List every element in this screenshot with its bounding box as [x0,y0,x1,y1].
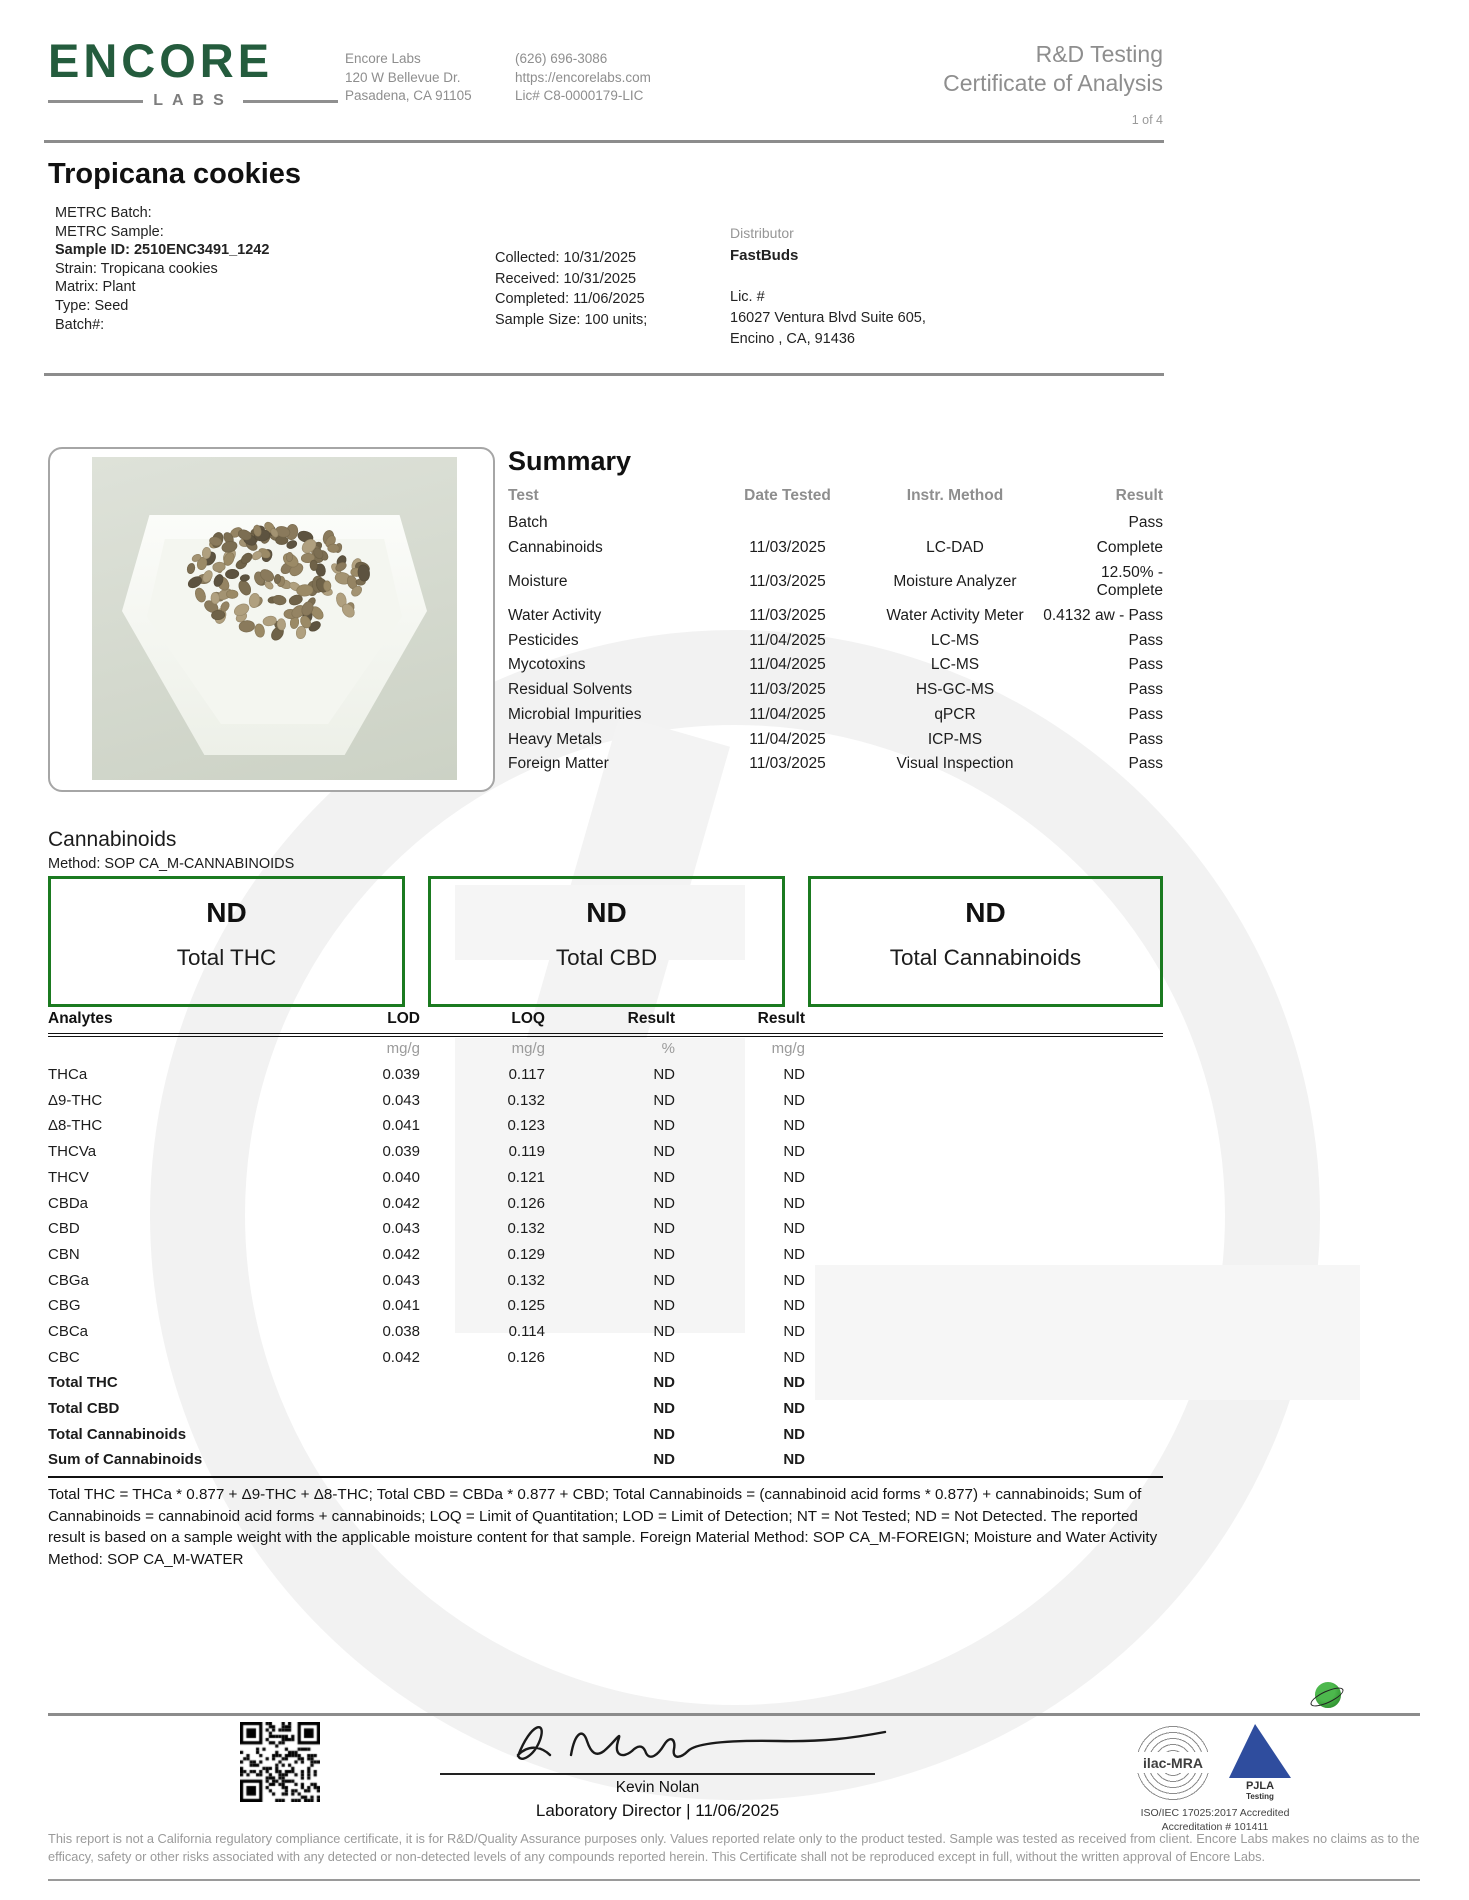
summary-row [508,653,1163,678]
analyte-row [48,1165,1163,1191]
unit-cell: mg/g [771,1040,805,1057]
analyte-row [48,1294,1163,1320]
analyte-cell [805,1371,1163,1397]
analyte-row [48,1217,1163,1243]
analyte-cell: ND [783,1066,805,1084]
signer-role: Laboratory Director | 11/06/2025 [535,1801,780,1820]
analyte-cell [805,1165,1163,1191]
analyte-cell [805,1294,1163,1320]
analyte-cell: ND [653,1143,675,1161]
unit-cell: % [661,1040,675,1057]
analyte-cell: ND [653,1245,675,1263]
analyte-cell: ND [783,1220,805,1238]
accreditation-block [1085,1724,1345,1833]
analyte-cell: 0.117 [508,1066,545,1084]
analyte-cell: ND [783,1117,805,1135]
analyte-cell [328,1371,420,1397]
report-title: Certificate of Analysis [943,70,1163,96]
summary-col-test: Test [508,487,539,504]
total-thc-value: ND [206,897,247,928]
total-cbd-box [428,876,785,1007]
sample-photo-card [48,447,495,792]
accreditation-number: Accreditation # 101411 [1161,1821,1269,1833]
summary-cell: Pass [1128,656,1163,674]
summary-cell: Pass [1128,631,1163,649]
analyte-cell: 0.132 [507,1091,545,1109]
distributor-license: Lic. # [730,289,765,306]
analyte-cell: ND [783,1400,805,1418]
summary-row [508,752,1163,777]
analyte-cell [805,1345,1163,1371]
total-cbd-label: Total CBD [555,945,658,970]
page-indicator: 1 of 4 [1131,113,1163,127]
analyte-cell: Total Cannabinoids [48,1425,187,1443]
col-loq: LOQ [420,1010,545,1035]
analyte-row [48,1191,1163,1217]
analyte-cell: ND [783,1297,805,1315]
unit-cell: mg/g [511,1040,545,1057]
summary-cell: Pass [1128,730,1163,748]
analyte-row [48,1088,1163,1114]
summary-cell [700,511,875,536]
lab-contact-block [515,50,651,106]
distributor-label: Distributor [730,225,794,241]
analyte-cell: 0.126 [507,1348,545,1366]
summary-cell: Water Activity Meter [886,606,1024,624]
signer-name: Kevin Nolan [615,1779,700,1796]
analyte-cell: Δ8-THC [48,1117,103,1135]
analyte-cell: ND [653,1066,675,1084]
analyte-cell: 0.042 [382,1194,420,1212]
summary-row [508,561,1163,604]
analyte-row [48,1319,1163,1345]
analyte-cell [805,1396,1163,1422]
analyte-cell: ND [653,1194,675,1212]
summary-cell: 11/03/2025 [749,572,826,590]
received-date: Received: 10/31/2025 [495,270,637,287]
analyte-cell [328,1448,420,1477]
analyte-cell: ND [783,1143,805,1161]
analyte-cell: ND [783,1374,805,1392]
metrc-batch: METRC Batch: [55,205,152,221]
seed [271,594,287,607]
summary-cell: 11/04/2025 [749,656,826,674]
summary-cell: 11/03/2025 [749,606,826,624]
analytes-header-row [48,1010,1163,1035]
analyte-cell: CBD [48,1220,80,1238]
analyte-cell: ND [653,1271,675,1289]
summary-cell [875,511,1035,536]
analyte-row [48,1140,1163,1166]
analyte-cell: THCV [48,1168,89,1186]
cannabinoids-section-title: Cannabinoids [48,828,177,851]
total-thc-box [48,876,405,1007]
report-title-block [943,40,1163,135]
analyte-cell: 0.040 [382,1168,420,1186]
sample-type: Type: Seed [55,297,129,314]
ilac-mra-label: ilac-MRA [1129,1752,1217,1773]
sample-title: Tropicana cookies [48,158,302,190]
col-lod: LOD [328,1010,420,1035]
summary-col-method: Instr. Method [906,487,1004,504]
analyte-cell: CBDa [48,1194,89,1212]
analyte-cell: 0.042 [382,1245,420,1263]
sample-dates-block [495,248,647,330]
analyte-cell: 0.121 [507,1168,545,1186]
analyte-cell: ND [545,1448,675,1477]
summary-cell: 11/03/2025 [749,681,826,699]
analyte-cell: ND [783,1271,805,1289]
summary-cell: 11/04/2025 [749,631,826,649]
analyte-row [48,1422,1163,1448]
batch-number: Batch#: [55,316,105,333]
summary-cell: 11/03/2025 [749,755,826,773]
logo-rule-right [243,100,338,103]
lab-address-block [345,50,472,106]
collected-date: Collected: 10/31/2025 [495,250,637,266]
cannabinoids-footnote: Total THC = THCa * 0.877 + Δ9-THC + Δ8-THC; Total CBD = CBDa * 0.877 + CBD; Total Cannabinoids = (cannabinoid acid forms * 0.877) + cannabinoids; Sum of Cannabinoids = cannabinoid acid forms + cannabinoids; LOQ = Limit of Quantitation; LOD = Limit of Detection; NT = Not Tested; ND = Not Detected. The reported result is based on a sample weight with the applicable moisture content for that sample. Foreign Material Method: SOP CA_M-FOREIGN; Moisture and Water Activity Method: SOP CA_M-WATER [48,1486,1158,1568]
seed [340,602,358,620]
matrix: Matrix: Plant [55,279,136,296]
signature-block [420,1714,895,1821]
lab-website: https://encorelabs.com [515,69,651,85]
signature-image [423,1714,893,1766]
analyte-cell [805,1268,1163,1294]
analyte-cell [805,1448,1163,1477]
analyte-cell: 0.114 [508,1322,545,1340]
analyte-cell: ND [653,1348,675,1366]
completed-date: Completed: 11/06/2025 [495,291,645,308]
analyte-cell: THCa [48,1066,88,1084]
analyte-row [48,1268,1163,1294]
col-result-pct: Result [545,1010,675,1035]
analyte-cell [805,1114,1163,1140]
pjla-atom-icon [1313,1680,1343,1710]
total-cannabinoids-box [808,876,1163,1007]
summary-cell: Pass [1128,705,1163,723]
strain: Strain: Tropicana cookies [55,260,218,277]
signature-line [440,1773,875,1775]
distributor-address2: Encino , CA, 91436 [730,331,855,348]
summary-header-row [508,487,1163,511]
seed [211,591,220,604]
seed [226,590,238,599]
analyte-cell: 0.041 [382,1117,420,1135]
summary-row [508,678,1163,703]
seed [254,623,266,638]
analyte-row [48,1396,1163,1422]
seed-cluster [92,457,457,780]
summary-cell: 0.4132 aw - Pass [1043,606,1163,624]
analyte-cell [805,1422,1163,1448]
analyte-cell: 0.043 [382,1220,420,1238]
seed [248,592,261,608]
summary-table [508,487,1163,777]
summary-cell: Foreign Matter [508,755,609,773]
seed [310,559,318,570]
analyte-cell: ND [783,1245,805,1263]
analyte-cell: Δ9-THC [48,1091,103,1109]
summary-row [508,702,1163,727]
cannabinoid-highlights [48,876,1163,1007]
metrc-sample: METRC Sample: [55,223,164,240]
col-filler [805,1010,1163,1035]
summary-cell: Microbial Impurities [508,705,642,723]
col-analytes: Analytes [48,1010,328,1035]
summary-cell: Pass [1128,755,1163,773]
analyte-cell: CBGa [48,1271,89,1289]
summary-cell: HS-GC-MS [915,681,995,699]
seed [186,562,196,575]
analyte-cell [805,1242,1163,1268]
summary-cell: 12.50% - Complete [1096,563,1163,599]
total-thc-label: Total THC [176,945,277,970]
analyte-cell [805,1063,1163,1089]
summary-col-result: Result [1115,487,1163,504]
analyte-row [48,1242,1163,1268]
analyte-cell [420,1448,545,1477]
summary-cell: 11/03/2025 [749,539,826,557]
summary-row [508,727,1163,752]
summary-cell: Heavy Metals [508,730,602,748]
analyte-cell [420,1396,545,1422]
section-divider [44,373,1164,376]
analyte-cell: ND [675,1448,805,1477]
summary-title: Summary [508,446,632,476]
summary-cell: qPCR [934,705,976,723]
analyte-cell: ND [653,1117,675,1135]
analyte-cell: 0.125 [507,1297,545,1315]
analyte-cell: ND [783,1348,805,1366]
analyte-cell: ND [783,1194,805,1212]
footer-disclaimer: This report is not a California regulatory compliance certificate, it is for R&D/Quality Assurance purposes only. Values reported relate only to the product tested. Sample was tested as received from client. Encore Labs makes no claims as to the efficacy, safety or other risks associated with any detected or non-detected levels of any compounds reported herein. This Certificate shall not be reproduced except in full, without the written approval of Encore Labs. [48,1831,1420,1864]
ilac-mra-logo [1135,1725,1211,1801]
total-cannabinoids-label: Total Cannabinoids [889,945,1082,970]
analytes-table-body [48,1035,1163,1477]
analyte-cell: CBG [48,1297,81,1315]
analyte-cell: Sum of Cannabinoids [48,1448,328,1477]
col-result-mgg: Result [675,1010,805,1035]
summary-row [508,511,1163,536]
analyte-cell [805,1217,1163,1243]
analyte-row [48,1448,1163,1477]
summary-cell: Cannabinoids [508,539,603,557]
logo-wordmark: ENCORE [48,34,274,87]
sample-id: Sample ID: 2510ENC3491_1242 [55,242,270,259]
analyte-cell: 0.132 [507,1271,545,1289]
analyte-cell [805,1319,1163,1345]
analyte-cell: ND [783,1322,805,1340]
analyte-cell: CBCa [48,1322,89,1340]
cannabinoids-method: Method: SOP CA_M-CANNABINOIDS [48,856,295,872]
analyte-cell: ND [783,1091,805,1109]
summary-cell: LC-DAD [926,539,984,557]
summary-cell: Moisture Analyzer [893,572,1017,590]
summary-cell: Complete [1096,539,1163,557]
summary-cell: 11/04/2025 [749,730,826,748]
analyte-cell: 0.123 [507,1117,545,1135]
logo-rule-left [48,100,143,103]
analyte-cell: Total CBD [48,1400,120,1418]
analyte-cell: ND [653,1322,675,1340]
summary-row [508,603,1163,628]
summary-cell: Pass [1128,681,1163,699]
analyte-cell: 0.043 [382,1091,420,1109]
summary-cell: ICP-MS [927,730,983,748]
logo-sub-label: LABS [153,92,233,109]
pjla-sub-label: Testing [1246,1792,1274,1801]
unit-cell [48,1035,328,1063]
summary-cell: Residual Solvents [508,681,633,699]
analyte-cell: 0.041 [382,1297,420,1315]
distributor-block [730,224,926,350]
summary-cell: LC-MS [930,631,980,649]
analyte-cell: 0.119 [508,1143,545,1161]
summary-cell: Batch [508,514,548,532]
summary-row [508,628,1163,653]
analyte-cell: THCVa [48,1143,97,1161]
lab-phone: (626) 696-3086 [515,51,608,66]
analyte-row [48,1345,1163,1371]
analyte-cell: 0.126 [507,1194,545,1212]
analyte-cell: ND [653,1400,675,1418]
analytes-table [48,1010,1163,1478]
analyte-cell: 0.132 [507,1220,545,1238]
analyte-cell: 0.042 [382,1348,420,1366]
report-type: R&D Testing [1035,41,1163,67]
units-row [48,1035,1163,1063]
analyte-cell: ND [783,1425,805,1443]
analyte-cell [328,1422,420,1448]
total-cbd-value: ND [586,897,627,928]
analyte-cell: 0.039 [382,1066,420,1084]
header-divider [44,140,1164,143]
analyte-cell: ND [653,1425,675,1443]
analyte-row [48,1371,1163,1397]
analyte-cell: 0.129 [507,1245,545,1263]
sample-size: Sample Size: 100 units; [495,311,648,328]
lab-license: Lic# C8-0000179-LIC [515,88,644,103]
sample-info-left [55,204,269,334]
summary-cell: Water Activity [508,606,602,624]
analyte-cell: ND [653,1297,675,1315]
sample-photo [92,457,457,780]
analyte-cell: CBN [48,1245,80,1263]
unit-cell: mg/g [386,1040,420,1057]
summary-cell: Visual Inspection [896,755,1014,773]
distributor-address1: 16027 Ventura Blvd Suite 605, [730,310,926,327]
summary-section [508,446,1163,777]
lab-name: Encore Labs [345,51,421,66]
encore-labs-logo [48,36,338,110]
analyte-cell: Total THC [48,1374,118,1392]
summary-cell: Pesticides [508,631,579,649]
seed [238,620,255,633]
pjla-label: PJLA [1245,1780,1275,1792]
summary-cell: Mycotoxins [508,656,586,674]
analyte-cell [420,1422,545,1448]
summary-cell: LC-MS [930,656,980,674]
analyte-cell: 0.043 [382,1271,420,1289]
pjla-triangle-icon [1229,1724,1291,1778]
unit-cell [805,1035,1163,1063]
analyte-cell [805,1140,1163,1166]
summary-row [508,536,1163,561]
summary-cell: 11/04/2025 [749,705,826,723]
analyte-cell [805,1088,1163,1114]
analyte-cell: ND [653,1220,675,1238]
summary-col-date: Date Tested [744,487,831,504]
lab-address-line1: 120 W Bellevue Dr. [345,69,461,85]
analyte-row [48,1114,1163,1140]
accreditation-standard: ISO/IEC 17025:2017 Accredited [1140,1807,1290,1819]
analyte-cell: ND [653,1374,675,1392]
distributor-name: FastBuds [730,246,799,264]
analyte-cell: ND [653,1168,675,1186]
total-cannabinoids-value: ND [965,897,1006,928]
analyte-row [48,1063,1163,1089]
analyte-cell [420,1371,545,1397]
analyte-cell [805,1191,1163,1217]
summary-cell: Pass [1128,514,1163,532]
analyte-cell: ND [783,1168,805,1186]
bottom-divider [48,1879,1420,1881]
summary-cell: Moisture [508,572,568,590]
summary-table-body [508,511,1163,777]
analyte-cell: 0.039 [382,1143,420,1161]
seed [277,618,287,631]
analyte-cell: 0.038 [382,1322,420,1340]
analyte-cell: CBC [48,1348,80,1366]
analyte-cell: ND [653,1091,675,1109]
pjla-logo [1225,1724,1295,1801]
qr-code [240,1722,320,1802]
analyte-cell [328,1396,420,1422]
lab-address-line2: Pasadena, CA 91105 [345,88,472,103]
